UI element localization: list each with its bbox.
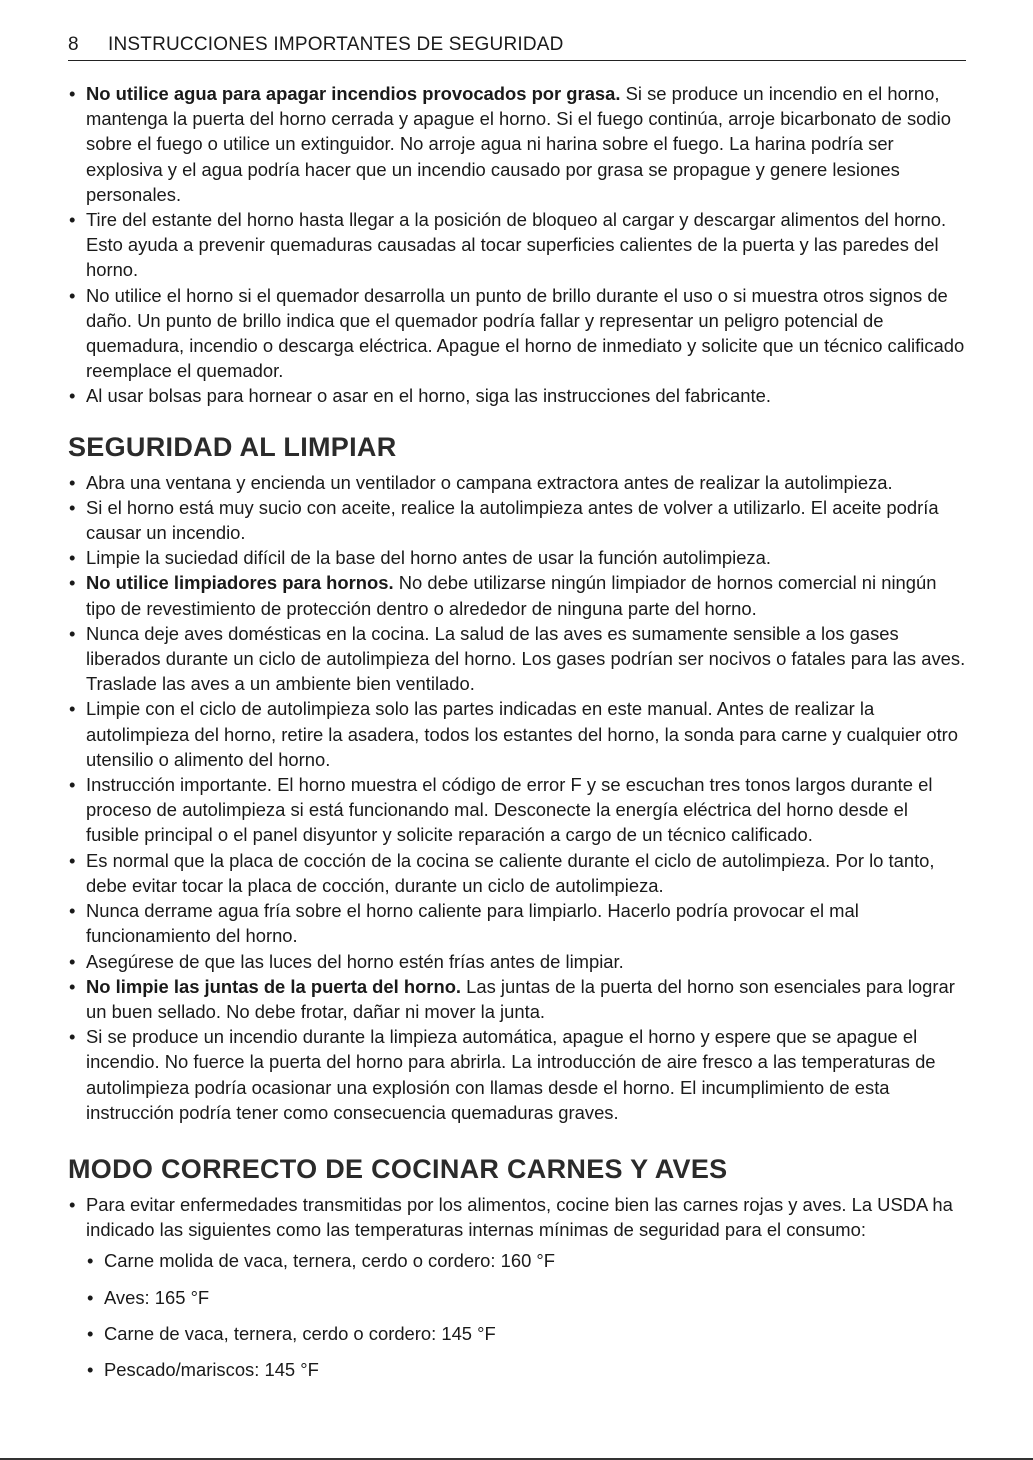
item-text: No debe utilizarse ningún limpiador de hornos comercial ni ningún tipo de revestimiento de protección dentro o alrededor de ninguna parte del horno. [86,572,937,619]
item-text: Para evitar enfermedades transmitidas por los alimentos, cocine bien las carnes rojas y aves. La USDA ha indicado las siguientes como las temperaturas internas mínimas de seguridad para el consumo: [86,1193,953,1241]
list-item [68,1024,966,1125]
manual-page [68,34,966,1393]
list-item [68,772,966,848]
item-text: Tire del estante del horno hasta llegar a la posición de bloqueo al cargar y descargar alimentos del horno. Esto ayuda a prevenir quemaduras causadas al tocar superficies calientes de la puerta y las paredes del horno. [86,209,947,281]
intro-list [68,81,966,409]
temperature-item [86,1321,966,1346]
list-item [68,545,966,570]
list-item [68,974,966,1024]
list-item [68,207,966,283]
list-item [68,949,966,974]
page-number: 8 [68,34,79,55]
item-text: Es normal que la placa de cocción de la cocina se caliente durante el ciclo de autolimpieza. Por lo tanto, debe evitar tocar la placa de cocción, durante un ciclo de autolimpieza. [86,849,935,896]
page-header [68,34,966,61]
temperature-item [86,1285,966,1310]
item-text: Las juntas de la puerta del horno son esenciales para lograr un buen sellado. No debe frotar, dañar ni mover la junta. [86,975,955,1022]
cooking-heading: MODO CORRECTO DE COCINAR CARNES Y AVES [68,1153,728,1184]
item-bold: No utilice limpiadores para hornos. [86,572,394,594]
item-text: Carne molida de vaca, ternera, cerdo o cordero: 160 °F [104,1250,556,1272]
item-text: Aves: 165 °F [104,1286,210,1308]
cleaning-list [68,470,966,1125]
item-bold: No limpie las juntas de la puerta del horno. [86,975,462,997]
list-item [68,81,966,207]
item-text: Abra una ventana y encienda un ventilador o campana extractora antes de realizar la autolimpieza. [86,471,893,493]
item-text: Instrucción importante. El horno muestra el código de error F y se escuchan tres tonos largos durante el proceso de autolimpieza si está funcionando mal. Desconecte la energía eléctrica del horno desde el fusible principal o el panel disyuntor y solicite reparación a cargo de un técnico calificado. [86,774,933,846]
cleaning-heading: SEGURIDAD AL LIMPIAR [68,431,397,462]
item-text: Si se produce un incendio durante la limpieza automática, apague el horno y espere que se apague el incendio. No fuerce la puerta del horno para abrirla. La introducción de aire fresco a las temperaturas de autolimpieza podría ocasionar una explosión con llamas desde el horno. El incumplimiento de esta instrucción podría tener como consecuencia quemaduras graves. [86,1026,936,1123]
item-text: Asegúrese de que las luces del horno estén frías antes de limpiar. [86,950,624,972]
list-item [68,495,966,545]
item-text: Pescado/mariscos: 145 °F [104,1358,319,1380]
item-text: Si el horno está muy sucio con aceite, realice la autolimpieza antes de volver a utilizarlo. El aceite podría causar un incendio. [86,496,939,544]
item-text: Si se produce un incendio en el horno, mantenga la puerta del horno cerrada y apague el horno. Si el fuego continúa, arroje bicarbonato de sodio sobre el fuego o utilice un extinguidor. No arroje agua ni harina sobre el fuego. La harina podría ser explosiva y el agua podría hacer que un incendio causado por grasa se propague y genere lesiones personales. [86,83,951,205]
item-text: Carne de vaca, ternera, cerdo o cordero: 145 °F [104,1322,496,1344]
item-text: Limpie con el ciclo de autolimpieza solo las partes indicadas en este manual. Antes de realizar la autolimpieza del horno, retire la asadera, todos los estantes del horno, la sonda para carne y cualquier otro utensilio o alimento del horno. [86,698,959,770]
list-item [68,570,966,620]
item-bold: No utilice agua para apagar incendios provocados por grasa. [86,83,621,104]
header-title: INSTRUCCIONES IMPORTANTES DE SEGURIDAD [108,34,564,55]
list-item [68,283,966,384]
list-item [68,383,966,408]
list-item [68,621,966,697]
item-text: Nunca deje aves domésticas en la cocina. La salud de las aves es sumamente sensible a los gases liberados durante un ciclo de autolimpieza del horno. Los gases podrían ser nocivos o fatales para las aves. Traslade las aves a un ambiente bien ventilado. [86,622,966,695]
temperature-item [86,1248,966,1273]
item-text: Nunca derrame agua fría sobre el horno caliente para limpiarlo. Hacerlo podría provocar el mal funcionamiento del horno. [86,900,859,947]
item-text: No utilice el horno si el quemador desarrolla un punto de brillo durante el uso o si muestra otros signos de daño. Un punto de brillo indica que el quemador podría fallar y representar un peligro potencial de quemadura, incendio o descarga eléctrica. Apague el horno de inmediato y solicite que un técnico calificado reemplace el quemador. [86,284,965,382]
list-item [68,696,966,772]
list-item [68,898,966,948]
temperature-item [86,1357,966,1382]
list-item [68,470,966,495]
item-text: Al usar bolsas para hornear o asar en el horno, siga las instrucciones del fabricante. [86,385,771,407]
cooking-list [68,1192,966,1382]
list-item [68,848,966,898]
temperature-list [68,1248,966,1382]
item-text: Limpie la suciedad difícil de la base del horno antes de usar la función autolimpieza. [86,547,771,569]
list-item [68,1192,966,1242]
